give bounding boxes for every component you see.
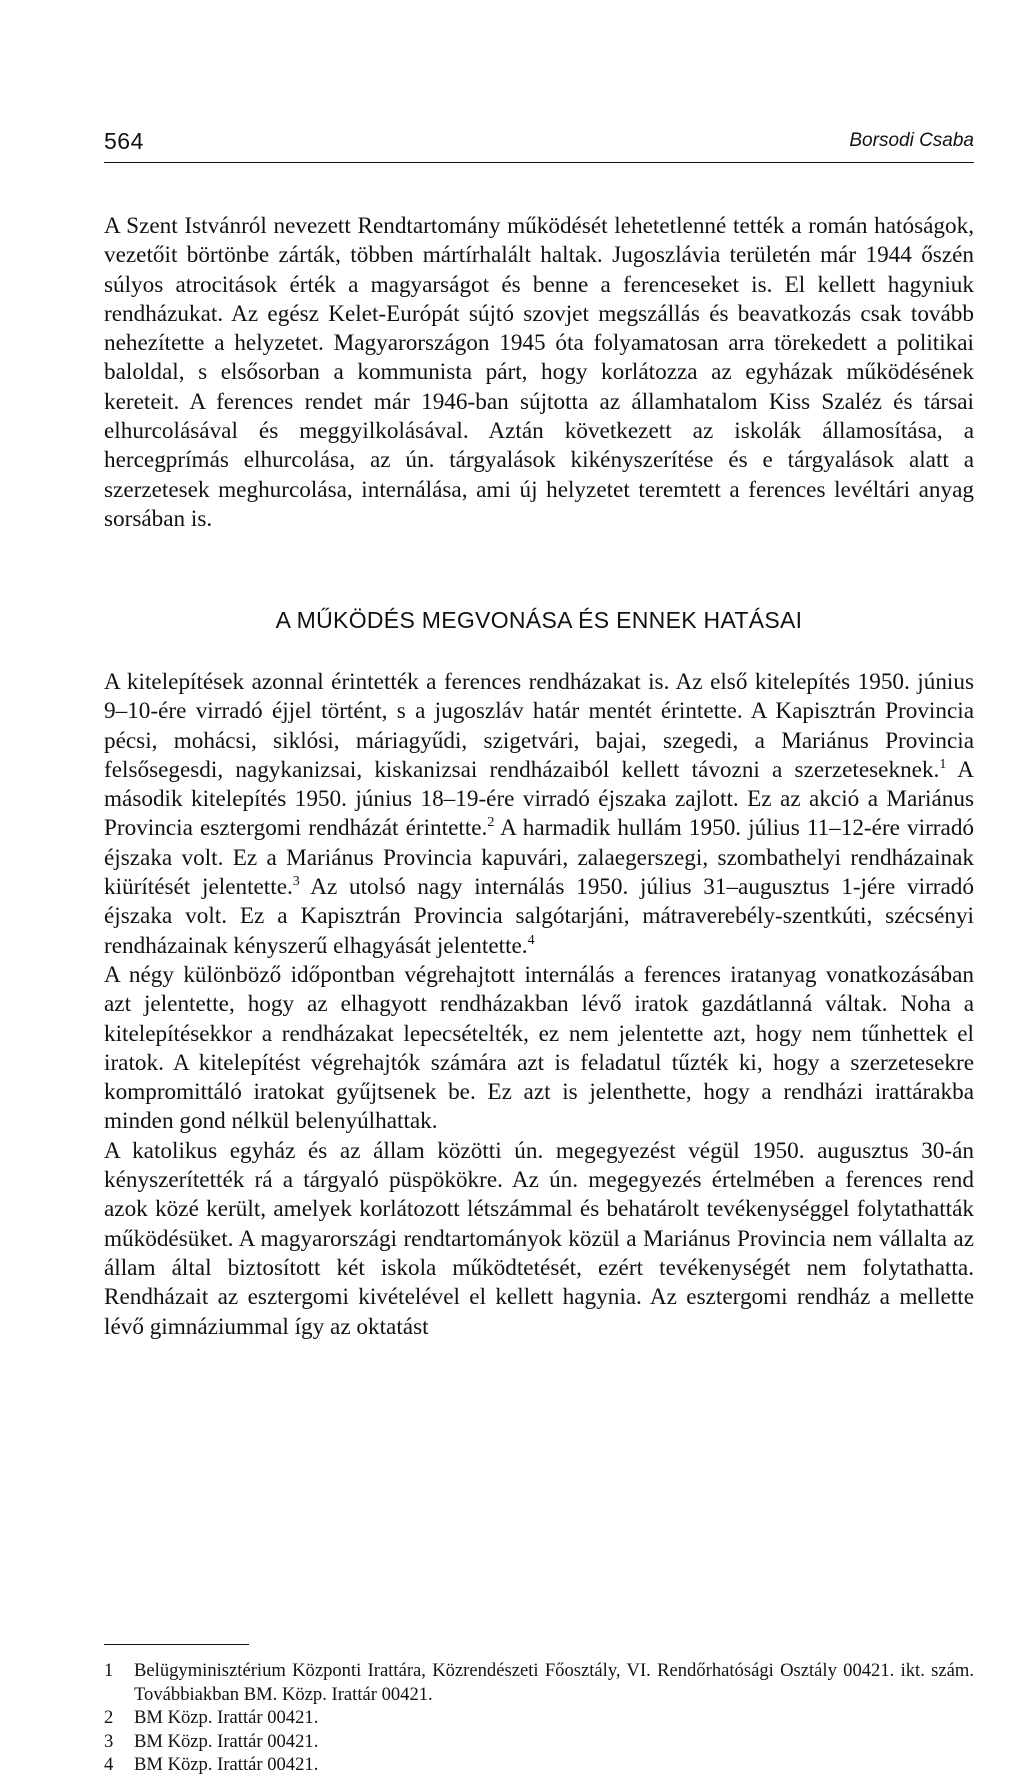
intro-paragraph: A Szent Istvánról nevezett Rendtartomány működését lehetetlenné tették a román hatóságok, vezetőit börtönbe zárták, többen mártírhalált haltak. Jugoszlávia területén már 1944 őszén súlyos atrocitások érték a magyarságot és benne a ferenceseket is. El kellett hagyniuk rendházukat. Az egész Kelet-Európát sújtó szovjet megszállás és beavatkozás csak tovább nehezítette a helyzetet. Magyarországon 1945 óta folyamatosan arra törekedett a politikai baloldal, s elsősorban a kommunista párt, hogy korlátozza az egyházak működésének kereteit. A ferences rendet már 1946-ban sújtotta az államhatalom Kiss Szaléz és társai elhurcolásával és meggyilkolásával. Aztán következett az iskolák államosítása, a hercegprímás elhurcolása, az ún. tárgyalások kikényszerítése és e tárgyalások alatt a szerzetesek meghurcolása, internálása, ami új helyzetet teremtett a ferences levéltári anyag sorsában is. [104,213,974,532]
footnote-number: 2 [104,1707,114,1728]
page-number: 564 [104,128,144,154]
footnote-text: BM Közp. Irattár 00421. [134,1730,319,1752]
section-paragraph-2: A négy különböző időpontban végrehajtott internálás a ferences iratanyag vonatkozásában azt jelentette, hogy az elhagyott rendházakban lévő iratok gazdátlanná váltak. Noha a kitelepítésekkor a rendházakat lepecsételték, ez nem jelentette azt, hogy nem tűnhettek el iratok. A kitelepítést végrehajtók számára azt is feladatul tűzték ki, hogy a szerzetesekre kompromittáló iratokat gyűjtsenek be. Ez azt is jelenthette, hogy a rendházi irattárakba minden gond nélkül belenyúlhattak. [104,961,974,1135]
footnote-4 [104,1753,974,1777]
footnote-text: BM Közp. Irattár 00421. [134,1754,319,1775]
footnote-text: Belügyminisztérium Központi Irattára, Közrendészeti Főosztály, VI. Rendőrhatósági Osztály 00421. ikt. szám. Továbbiakban BM. Közp. Irattár 00421. [134,1660,974,1705]
footnote-ref-3: 3 [292,874,300,890]
footnote-text: BM Közp. Irattár 00421. [134,1707,319,1728]
running-author: Borsodi Csaba [849,130,974,151]
footnote-ref-2: 2 [487,815,495,831]
section-paragraph-3: A katolikus egyház és az állam közötti ún. megegyezést végül 1950. augusztus 30-án kényszerítették rá a tárgyaló püspökökre. Az ún. megegyezés értelmében a ferences rend azok közé került, amelyek korlátozott létszámmal és behatárolt tevékenységgel folytathatták működésüket. A magyarországi rendtartományok közül a Mariánus Provincia nem vállalta az állam által biztosított két iskola működtetését, ezért tevékenységét nem folytathatta. Rendházait az esztergomi kivételével el kellett hagynia. Az esztergomi rendház a mellette lévő gimnáziummal így az oktatást [104,1137,974,1340]
footnote-ref-4: 4 [527,932,535,948]
footnote-number: 4 [104,1754,114,1775]
paragraph-segment: A második kitelepítés 1950. június 18–19-ére virradó éjszaka zajlott. Ez az akció a Mariánus Provincia esztergomi rendházát érintette. [104,756,975,842]
paragraph-segment: A kitelepítések azonnal érintették a ferences rendházakat is. Az első kitelepítés 1950. június 9–10-ére virradó éjjel történt, s a jugoszláv határ mentét érintette. A Kapisztrán Provincia pécsi, mohácsi, siklósi, máriagyűdi, szigetvári, bajai, szegedi, a Mariánus Provincia felsősegesdi, nagykanizsai, kiskanizsai rendházaiból kellett távozni a szerzeteseknek. [104,669,974,783]
footnote-ref-1: 1 [939,756,947,772]
intro-text [104,212,974,534]
section-body [104,668,974,1342]
footnotes [104,1659,974,1777]
footnote-1 [104,1659,974,1706]
paragraph-segment: Az utolsó nagy internálás 1950. július 31–augusztus 1-jére virradó éjszaka volt. Ez a Kapisztrán Provincia salgótarjáni, mátraverebély-szentkúti, szécsényi rendházainak kényszerű elhagyását jelentette. [104,874,974,959]
footnote-number: 1 [104,1660,114,1681]
section-heading: A MŰKÖDÉS MEGVONÁSA ÉS ENNEK HATÁSAI [275,607,803,633]
footnote-3 [104,1730,974,1754]
footnote-number: 3 [104,1730,114,1752]
footnote-2 [104,1706,974,1730]
footnote-separator [104,1644,249,1645]
running-header [104,126,974,163]
section-paragraph-1 [104,668,974,961]
paragraph-segment: A harmadik hullám 1950. július 11–12-ére virradó éjszaka volt. Ez a Mariánus Provincia kapuvári, zalaegerszegi, szombathelyi rendházainak kiürítését jelentette. [104,815,975,901]
